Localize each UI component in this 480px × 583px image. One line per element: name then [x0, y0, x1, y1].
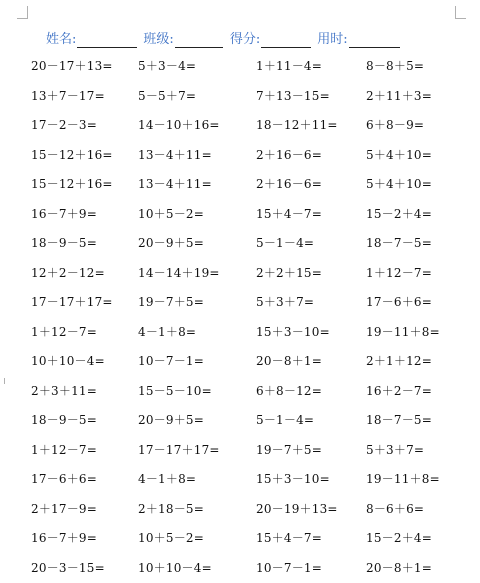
name-label: 姓名	[46, 32, 72, 48]
arithmetic-problem: 20－8＋1=	[256, 347, 322, 377]
name-blank-line[interactable]	[77, 35, 137, 48]
arithmetic-problem: 8－6＋6=	[366, 495, 424, 525]
arithmetic-problem: 4－1＋8=	[138, 318, 196, 348]
arithmetic-problem: 2＋18－5=	[138, 495, 204, 525]
problem-row	[0, 141, 480, 171]
class-field	[143, 32, 229, 48]
class-blank-line[interactable]	[175, 35, 223, 48]
arithmetic-problem: 6＋8－12=	[256, 377, 322, 407]
problem-row	[0, 465, 480, 495]
arithmetic-problem: 13＋7－17=	[31, 82, 105, 112]
arithmetic-problem: 1＋12－7=	[366, 259, 432, 289]
problem-row	[0, 200, 480, 230]
arithmetic-problem: 19－11＋8=	[366, 318, 440, 348]
arithmetic-problem: 15＋4－7=	[256, 524, 322, 554]
score-label: 得分	[230, 32, 256, 48]
arithmetic-problem: 6＋8－9=	[366, 111, 424, 141]
top-left-crop-mark	[17, 6, 28, 19]
problem-row	[0, 288, 480, 318]
arithmetic-problem: 19－11＋8=	[366, 465, 440, 495]
arithmetic-problem: 10＋5－2=	[138, 200, 204, 230]
arithmetic-problem: 20－3－15=	[31, 554, 105, 583]
name-colon: :	[72, 32, 76, 48]
problem-row	[0, 554, 480, 583]
problem-row	[0, 347, 480, 377]
arithmetic-problem: 20－17＋13=	[31, 52, 113, 82]
arithmetic-problem: 5＋4＋10=	[366, 141, 432, 171]
score-field	[230, 32, 317, 48]
arithmetic-problem: 5＋3＋7=	[256, 288, 314, 318]
arithmetic-problem: 10＋10－4=	[138, 554, 212, 583]
arithmetic-problem: 16－7＋9=	[31, 200, 97, 230]
problem-row	[0, 170, 480, 200]
arithmetic-problem: 5＋3－4=	[138, 52, 196, 82]
score-colon: :	[256, 32, 260, 48]
arithmetic-problem: 17－6＋6=	[366, 288, 432, 318]
class-label: 班级	[143, 32, 169, 48]
arithmetic-problem: 2＋3＋11=	[31, 377, 97, 407]
time-blank-line[interactable]	[349, 35, 400, 48]
problem-row	[0, 495, 480, 525]
arithmetic-problem: 15－2＋4=	[366, 524, 432, 554]
arithmetic-problem: 18－9－5=	[31, 406, 97, 436]
time-colon: :	[343, 32, 347, 48]
arithmetic-problem: 17－2－3=	[31, 111, 97, 141]
arithmetic-problem: 20－8＋1=	[366, 554, 432, 583]
arithmetic-problem: 12＋2－12=	[31, 259, 105, 289]
problem-row	[0, 52, 480, 82]
arithmetic-problem: 14－14＋19=	[138, 259, 220, 289]
arithmetic-problem: 13－4＋11=	[138, 170, 212, 200]
arithmetic-problem: 18－12＋11=	[256, 111, 338, 141]
score-blank-line[interactable]	[261, 35, 311, 48]
arithmetic-problem: 15＋4－7=	[256, 200, 322, 230]
top-right-crop-mark	[455, 6, 466, 19]
arithmetic-problem: 18－7－5=	[366, 229, 432, 259]
arithmetic-problem: 15－2＋4=	[366, 200, 432, 230]
arithmetic-problem: 16－7＋9=	[31, 524, 97, 554]
arithmetic-problem: 2＋16－6=	[256, 170, 322, 200]
name-field	[46, 32, 143, 48]
arithmetic-problem: 10－7－1=	[138, 347, 204, 377]
problem-row	[0, 259, 480, 289]
problem-row	[0, 524, 480, 554]
arithmetic-problem: 15－5－10=	[138, 377, 212, 407]
arithmetic-problem: 13－4＋11=	[138, 141, 212, 171]
problem-row	[0, 406, 480, 436]
arithmetic-problem: 2＋16－6=	[256, 141, 322, 171]
arithmetic-problem: 2＋1＋12=	[366, 347, 432, 377]
arithmetic-problem: 2＋2＋15=	[256, 259, 322, 289]
arithmetic-problem: 16＋2－7=	[366, 377, 432, 407]
arithmetic-problem: 15＋3－10=	[256, 318, 330, 348]
arithmetic-problem: 19－7＋5=	[138, 288, 204, 318]
arithmetic-problem: 10＋10－4=	[31, 347, 105, 377]
problem-row	[0, 111, 480, 141]
arithmetic-problem: 15＋3－10=	[256, 465, 330, 495]
arithmetic-problem: 17－17＋17=	[31, 288, 113, 318]
arithmetic-problem: 4－1＋8=	[138, 465, 196, 495]
arithmetic-problem: 19－7＋5=	[256, 436, 322, 466]
arithmetic-problem: 5－1－4=	[256, 406, 314, 436]
time-field	[317, 32, 399, 48]
arithmetic-problem: 5－5＋7=	[138, 82, 196, 112]
arithmetic-problem: 5＋3＋7=	[366, 436, 424, 466]
problem-row	[0, 82, 480, 112]
arithmetic-problem: 20－9＋5=	[138, 229, 204, 259]
problem-row	[0, 318, 480, 348]
arithmetic-problem: 15－12＋16=	[31, 141, 113, 171]
problem-row	[0, 229, 480, 259]
class-colon: :	[169, 32, 173, 48]
arithmetic-problem: 8－8＋5=	[366, 52, 424, 82]
arithmetic-problem: 18－7－5=	[366, 406, 432, 436]
arithmetic-problem: 15－12＋16=	[31, 170, 113, 200]
time-label: 用时	[317, 32, 343, 48]
arithmetic-problem: 10＋5－2=	[138, 524, 204, 554]
worksheet-header	[46, 26, 400, 48]
arithmetic-problem: 10－7－1=	[256, 554, 322, 583]
arithmetic-problem: 5＋4＋10=	[366, 170, 432, 200]
problem-grid	[0, 52, 480, 583]
arithmetic-problem: 18－9－5=	[31, 229, 97, 259]
arithmetic-problem: 1＋12－7=	[31, 436, 97, 466]
problem-row	[0, 377, 480, 407]
arithmetic-problem: 14－10＋16=	[138, 111, 220, 141]
arithmetic-problem: 1＋11－4=	[256, 52, 322, 82]
arithmetic-problem: 2＋11＋3=	[366, 82, 432, 112]
arithmetic-problem: 17－17＋17=	[138, 436, 220, 466]
arithmetic-problem: 17－6＋6=	[31, 465, 97, 495]
arithmetic-problem: 20－19＋13=	[256, 495, 338, 525]
arithmetic-problem: 2＋17－9=	[31, 495, 97, 525]
problem-row	[0, 436, 480, 466]
arithmetic-problem: 5－1－4=	[256, 229, 314, 259]
arithmetic-problem: 20－9＋5=	[138, 406, 204, 436]
arithmetic-problem: 7＋13－15=	[256, 82, 330, 112]
arithmetic-problem: 1＋12－7=	[31, 318, 97, 348]
